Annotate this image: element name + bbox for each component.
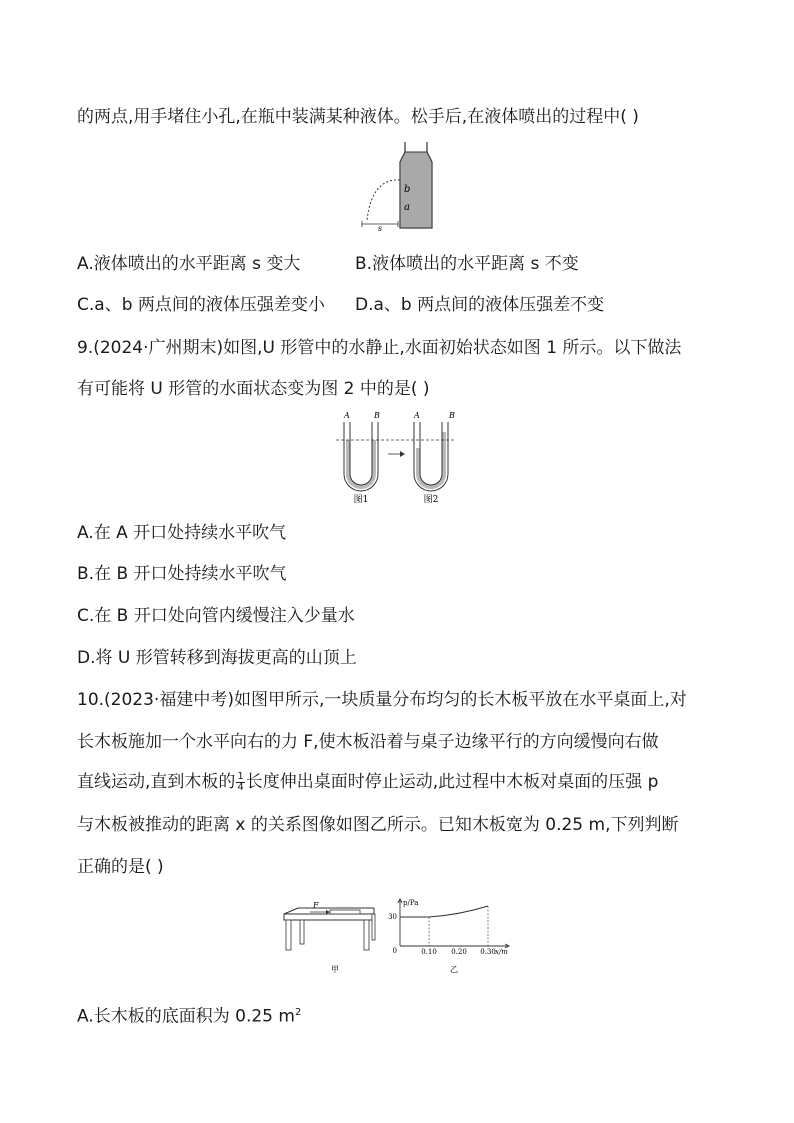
q9-stem-line1: 9.(2024·广州期末)如图,U 形管中的水静止,水面初始状态如图 1 所示。以下做法 bbox=[77, 338, 682, 358]
q10-x-tick-030: 0.30 bbox=[480, 948, 496, 956]
q10-option-a bbox=[77, 1002, 301, 1028]
q8-option-c: C.a、b 两点间的液体压强差变小 bbox=[77, 295, 325, 315]
q8-option-b: B.液体喷出的水平距离 s 不变 bbox=[355, 254, 579, 274]
q8-option-d: D.a、b 两点间的液体压强差不变 bbox=[355, 295, 605, 315]
q10-caption-jia: 甲 bbox=[331, 965, 339, 974]
q10-stem-line5: 正确的是( ) bbox=[77, 857, 164, 877]
q9-option-d: D.将 U 形管转移到海拔更高的山顶上 bbox=[77, 648, 357, 668]
q10-fraction-denominator: 4 bbox=[237, 781, 244, 793]
q10-stem-line3-post: 长度伸出桌面时停止运动,此过程中木板对桌面的压强 p bbox=[245, 772, 659, 792]
q9-label-a1: A bbox=[344, 411, 350, 420]
q9-option-a: A.在 A 开口处持续水平吹气 bbox=[77, 523, 287, 543]
q9-label-b1: B bbox=[374, 411, 380, 420]
q10-label-f: F bbox=[313, 901, 319, 910]
q9-u-tube-figure bbox=[334, 408, 464, 506]
q10-table-figure bbox=[280, 896, 380, 978]
q10-stem-line3-pre: 直线运动,直到木板的 bbox=[77, 772, 236, 792]
q8-bottle-figure bbox=[360, 140, 440, 232]
q10-origin-label: 0 bbox=[392, 947, 397, 955]
q10-x-tick-010: 0.10 bbox=[421, 948, 437, 956]
q8-option-a: A.液体喷出的水平距离 s 变大 bbox=[77, 254, 301, 274]
q9-option-b: B.在 B 开口处持续水平吹气 bbox=[77, 564, 287, 584]
q10-stem-line4: 与木板被推动的距离 x 的关系图像如图乙所示。已知木板宽为 0.25 m,下列判断 bbox=[77, 815, 679, 835]
q10-fraction bbox=[236, 772, 244, 793]
q10-stem-line1: 10.(2023·福建中考)如图甲所示,一块质量分布均匀的长木板平放在水平桌面上,对 bbox=[77, 690, 687, 710]
q9-option-c: C.在 B 开口处向管内缓慢注入少量水 bbox=[77, 606, 355, 626]
q10-y-tick-30: 30 bbox=[388, 913, 397, 921]
q10-fraction-numerator: 1 bbox=[237, 770, 244, 782]
q8-stem: 的两点,用手堵住小孔,在瓶中装满某种液体。松手后,在液体喷出的过程中( ) bbox=[77, 107, 639, 127]
q10-x-axis-label: x/m bbox=[495, 948, 508, 956]
q10-stem-line3 bbox=[77, 771, 658, 793]
q8-label-a: a bbox=[404, 202, 410, 213]
q10-option-a-superscript: 2 bbox=[294, 1007, 302, 1018]
q10-option-a-text: A.长木板的底面积为 0.25 m bbox=[77, 1006, 295, 1027]
q8-label-s: s bbox=[377, 224, 383, 232]
q9-label-b2: B bbox=[449, 411, 455, 420]
q10-stem-line2: 长木板施加一个水平向右的力 F,使木板沿着与桌子边缘平行的方向缓慢向右做 bbox=[77, 732, 659, 752]
q10-y-axis-label: p/Pa bbox=[403, 899, 419, 907]
q10-x-tick-020: 0.20 bbox=[451, 948, 467, 956]
q9-caption-1: 图1 bbox=[353, 495, 369, 505]
q10-pressure-graph bbox=[384, 896, 514, 978]
q10-caption-yi: 乙 bbox=[450, 965, 458, 974]
q8-label-b: b bbox=[404, 184, 411, 195]
q9-stem-line2: 有可能将 U 形管的水面状态变为图 2 中的是( ) bbox=[77, 379, 430, 399]
q9-caption-2: 图2 bbox=[423, 495, 439, 505]
q9-label-a2: A bbox=[414, 411, 420, 420]
